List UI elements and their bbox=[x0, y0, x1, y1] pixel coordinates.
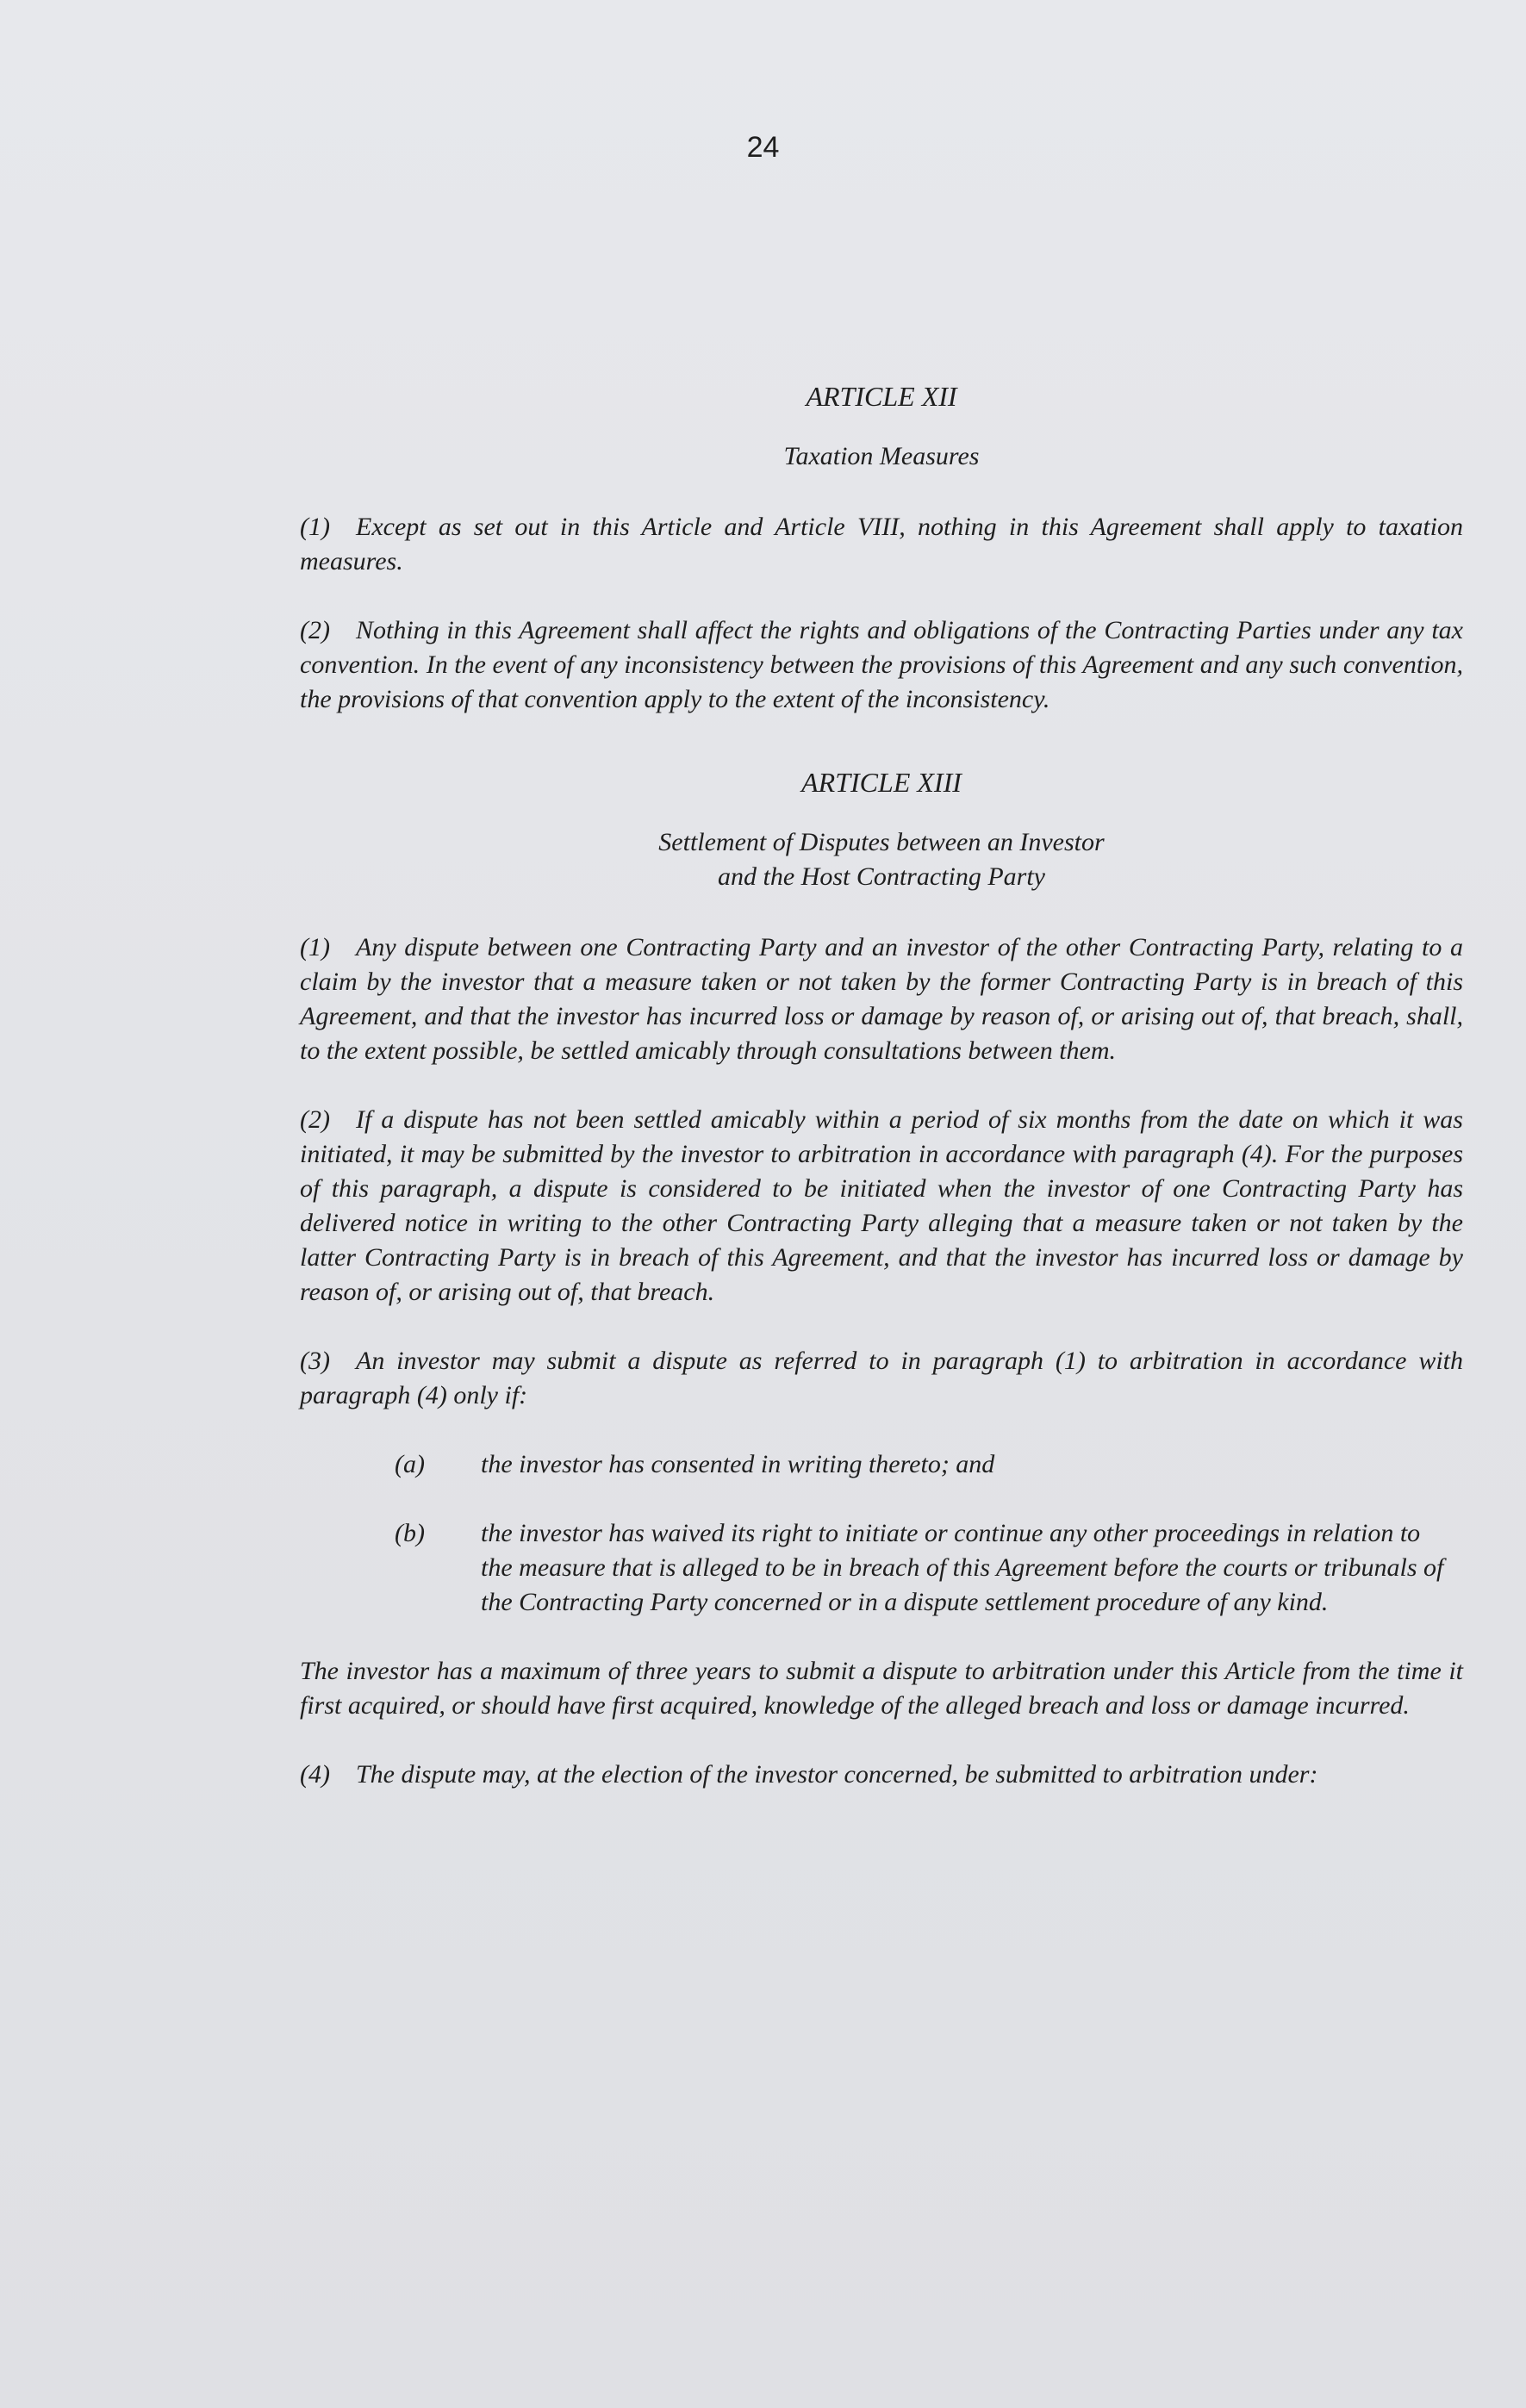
paragraph-number: (2) bbox=[300, 616, 330, 644]
time-limit-paragraph: The investor has a maximum of three years to submit a dispute to arbitration under this Article from the time it first acquired, or should have first acquired, knowledge of the alleged breach and loss or damage incurred. bbox=[300, 1657, 1463, 1720]
paragraph-text: The dispute may, at the election of the investor concerned, be submitted to arbitration under: bbox=[356, 1760, 1318, 1789]
article-xiii-subheading-line-2: and the Host Contracting Party bbox=[718, 862, 1045, 891]
article-xiii-paragraph-2 bbox=[300, 1103, 1463, 1310]
paragraph-number: (4) bbox=[300, 1760, 330, 1789]
paragraph-text: Nothing in this Agreement shall affect the rights and obligations of the Contracting Parties under any tax convention. In the event of any inconsistency between the provisions of this Agreement and any such convention, the provisions of that convention apply to the extent of the inconsistency. bbox=[300, 616, 1463, 713]
article-xiii-subheading bbox=[300, 825, 1463, 894]
article-xiii-subheading-line-1: Settlement of Disputes between an Investor bbox=[658, 828, 1105, 856]
article-xiii-paragraph-1 bbox=[300, 930, 1463, 1068]
article-xii-heading: ARTICLE XII bbox=[806, 381, 957, 412]
paragraph-number: (3) bbox=[300, 1347, 330, 1375]
paragraph-text: An investor may submit a dispute as referred to in paragraph (1) to arbitration in accordance with paragraph (4) only if: bbox=[300, 1347, 1463, 1409]
article-xii-paragraph-2 bbox=[300, 613, 1463, 717]
article-xiii-heading: ARTICLE XIII bbox=[801, 767, 962, 798]
conditions-list bbox=[300, 1447, 1463, 1620]
paragraph-text: Any dispute between one Contracting Party and an investor of the other Contracting Party, relating to a claim by the investor that a measure taken or not taken by the former Contracting Party is in breach of this Agreement, and that the investor has incurred loss or damage by reason of, or arising out of, that breach, shall, to the extent possible, be settled amicably through consultations between them. bbox=[300, 933, 1463, 1065]
condition-label: (a) bbox=[395, 1450, 425, 1478]
article-xiii-paragraph-4 bbox=[300, 1758, 1463, 1792]
article-xii-paragraph-1 bbox=[300, 510, 1463, 579]
article-xii-subheading: Taxation Measures bbox=[783, 442, 980, 470]
article-xii bbox=[300, 379, 1463, 717]
paragraph-number: (2) bbox=[300, 1105, 330, 1134]
paragraph-number: (1) bbox=[300, 513, 330, 541]
condition-item-b bbox=[300, 1516, 1463, 1620]
paragraph-number: (1) bbox=[300, 933, 330, 961]
page-content bbox=[300, 379, 1463, 1826]
article-xiii bbox=[300, 765, 1463, 1792]
paragraph-text: If a dispute has not been settled amicably within a period of six months from the date on which it was initiated, it may be submitted by the investor to arbitration in accordance with paragraph (4). For the purposes of this paragraph, a dispute is considered to be initiated when the investor of one Contracting Party has delivered notice in writing to the other Contracting Party alleging that a measure taken or not taken by the latter Contracting Party is in breach of this Agreement, and that the investor has incurred loss or damage by reason of, or arising out of, that breach. bbox=[300, 1105, 1463, 1306]
condition-label: (b) bbox=[395, 1519, 425, 1547]
condition-item-a bbox=[300, 1447, 1463, 1482]
paragraph-text: Except as set out in this Article and Article VIII, nothing in this Agreement shall apply to taxation measures. bbox=[300, 513, 1463, 576]
article-xiii-paragraph-3 bbox=[300, 1344, 1463, 1413]
condition-text: the investor has consented in writing thereto; and bbox=[481, 1450, 995, 1478]
page-number: 24 bbox=[746, 131, 780, 164]
condition-text: the investor has waived its right to initiate or continue any other proceedings in relation to the measure that is alleged to be in breach of this Agreement before the courts or tribunals of the Contracting Party concerned or in a dispute settlement procedure of any kind. bbox=[481, 1519, 1444, 1616]
